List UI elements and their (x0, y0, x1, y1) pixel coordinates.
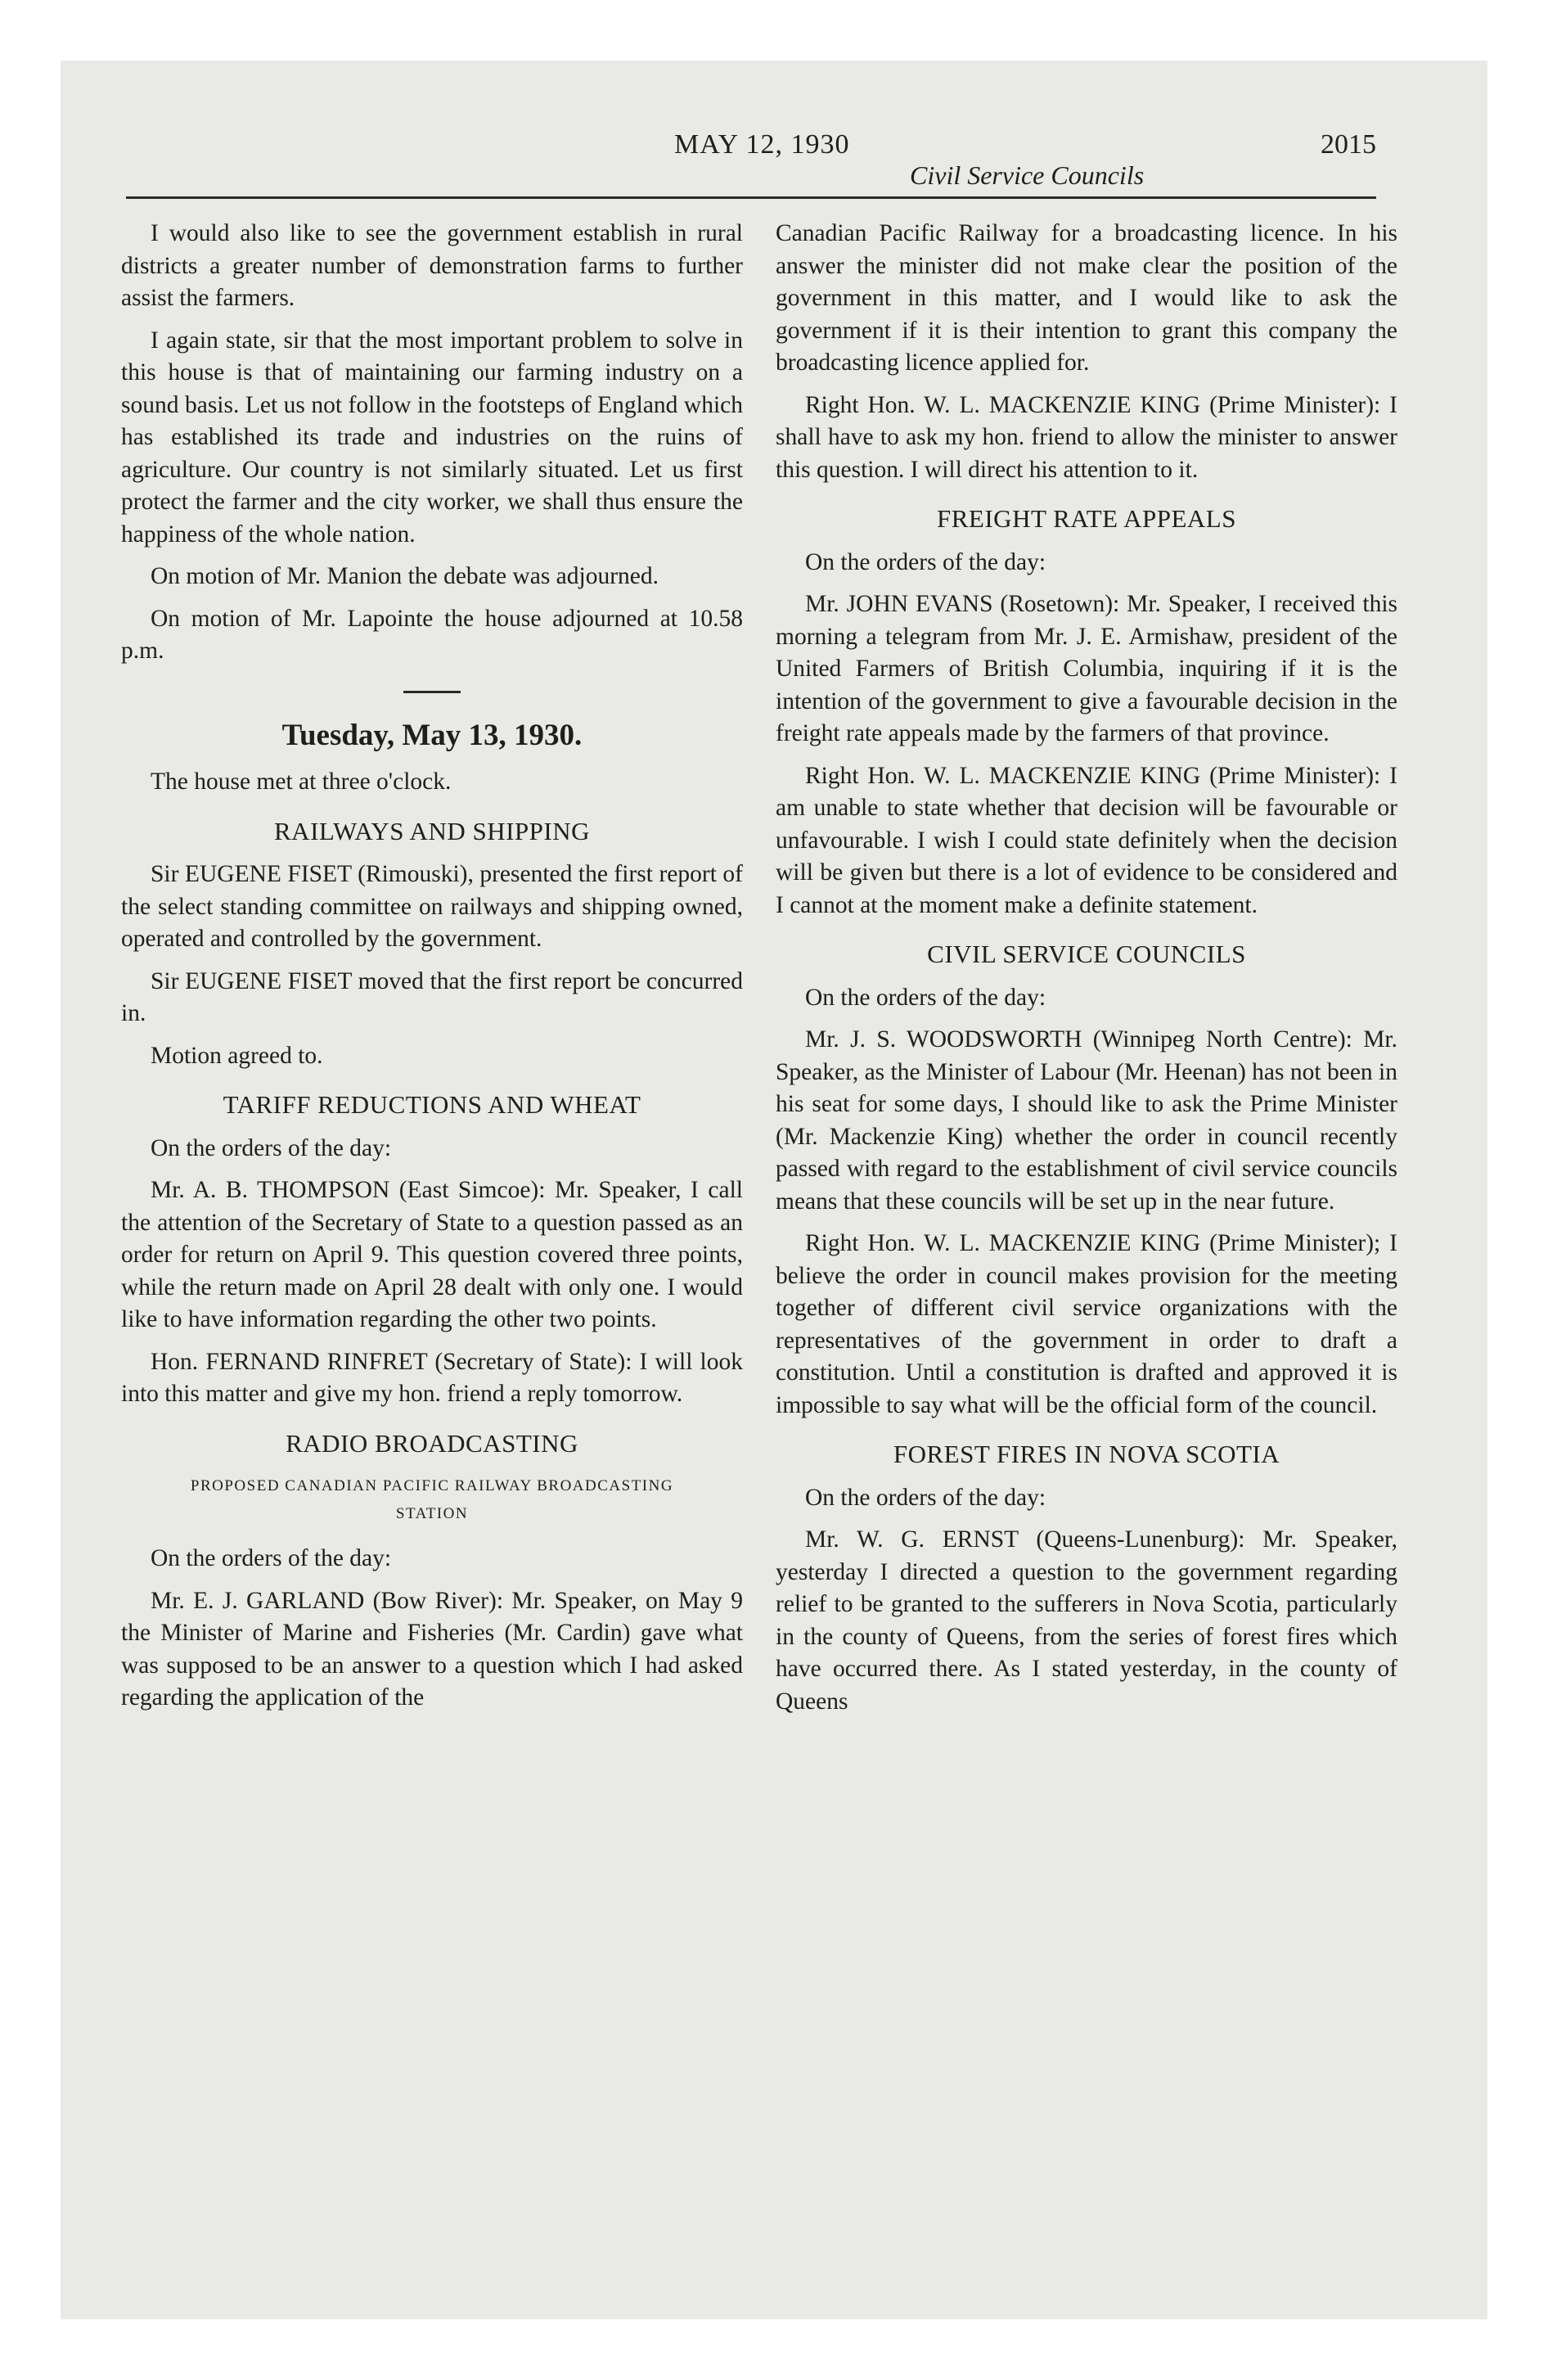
section-heading-tariff: TARIFF REDUCTIONS AND WHEAT (223, 1090, 641, 1119)
paragraph: On the orders of the day: (151, 1545, 392, 1571)
paragraph: On the orders of the day: (805, 548, 1046, 575)
paragraph: Sir EUGENE FISET moved that the first report be concurred in. (121, 967, 743, 1026)
page-number: 2015 (1321, 129, 1376, 160)
paragraph: On motion of Mr. Lapointe the house adjourned at 10.58 p.m. (121, 605, 743, 664)
section-heading-freight: FREIGHT RATE APPEALS (937, 504, 1236, 533)
page-header (126, 124, 1376, 190)
left-column (121, 218, 743, 1724)
paragraph: Motion agreed to. (151, 1042, 323, 1069)
section-subheading-radio: PROPOSED CANADIAN PACIFIC RAILWAY BROADCASTING STATION (190, 1477, 674, 1522)
day-heading: Tuesday, May 13, 1930. (281, 718, 583, 752)
section-divider (403, 691, 461, 693)
paragraph: Right Hon. W. L. MACKENZIE KING (Prime Minister): I shall have to ask my hon. friend to allow the minister to answer this question. I will direct his attention to it. (776, 391, 1397, 483)
section-heading-railways: RAILWAYS AND SHIPPING (274, 816, 590, 845)
paragraph: On the orders of the day: (805, 1484, 1046, 1511)
paragraph: Right Hon. W. L. MACKENZIE KING (Prime Minister); I believe the order in council makes provision for the meeting together of different civil service organizations with the representatives of the government in order to draft a constitution. Until a constitution is drafted and approved it is impossible to say what will be the official form of the council. (776, 1230, 1397, 1418)
paragraph: Mr. E. J. GARLAND (Bow River): Mr. Speaker, on May 9 the Minister of Marine and Fisheries (Mr. Cardin) gave what was supposed to be an answer to a question which I had asked regarding the application of the (121, 1587, 743, 1711)
paragraph: I again state, sir that the most important problem to solve in this house is that of maintaining our farming industry on a sound basis. Let us not follow in the footsteps of England which has established its trade and industries on the ruins of agriculture. Our country is not similarly situated. Let us first protect the farmer and the city worker, we shall thus ensure the happiness of the whole nation. (121, 327, 743, 548)
paragraph: On the orders of the day: (151, 1134, 392, 1161)
paragraph: Mr. J. S. WOODSWORTH (Winnipeg North Centre): Mr. Speaker, as the Minister of Labour (Mr. Heenan) has not been in his seat for some days, I should like to ask the Prime Minister (Mr. Mackenzie King) whether the order in council recently passed with regard to the establishment of civil service councils means that these councils will be set up in the near future. (776, 1026, 1397, 1215)
header-rule (126, 196, 1376, 199)
section-heading-forest-fires: FOREST FIRES IN NOVA SCOTIA (893, 1440, 1280, 1468)
header-date: MAY 12, 1930 (674, 129, 850, 160)
paragraph: On the orders of the day: (805, 984, 1046, 1011)
paragraph: On motion of Mr. Manion the debate was adjourned. (151, 563, 659, 589)
paragraph: I would also like to see the government establish in rural districts a greater number of demonstration farms to further assist the farmers. (121, 220, 743, 311)
paragraph: Right Hon. W. L. MACKENZIE KING (Prime Minister): I am unable to state whether that decision will be favourable or unfavourable. I wish I could state definitely when the decision will be given but there is a lot of evidence to be considered and I cannot at the moment make a definite statement. (776, 762, 1397, 918)
paragraph: Hon. FERNAND RINFRET (Secretary of State): I will look into this matter and give my hon. friend a reply tomorrow. (121, 1348, 743, 1407)
header-section-title: Civil Service Councils (910, 160, 1145, 190)
right-column (776, 218, 1397, 1728)
paragraph: Mr. JOHN EVANS (Rosetown): Mr. Speaker, I received this morning a telegram from Mr. J. E. Armishaw, president of the United Farmers of British Columbia, inquiring if it is the intention of the government to give a favourable decision in the freight rate appeals made by the farmers of that province. (776, 591, 1397, 746)
paragraph: Mr. W. G. ERNST (Queens-Lunenburg): Mr. Speaker, yesterday I directed a question to the government regarding relief to be granted to the sufferers in Nova Scotia, particularly in the county of Queens, from the series of forest fires which have occurred there. As I stated yesterday, in the county of Queens (776, 1526, 1397, 1715)
paragraph: Canadian Pacific Railway for a broadcasting licence. In his answer the minister did not make clear the position of the government in this matter, and I would like to ask the government if it is their intention to grant this company the broadcasting licence applied for. (776, 220, 1397, 376)
section-heading-radio: RADIO BROADCASTING (286, 1428, 578, 1458)
section-heading-civil-service: CIVIL SERVICE COUNCILS (927, 940, 1246, 968)
paragraph: Mr. A. B. THOMPSON (East Simcoe): Mr. Speaker, I call the attention of the Secretary of State to a question passed as an order for return on April 9. This question covered three points, while the return made on April 28 dealt with only one. I would like to have information regarding the other two points. (121, 1177, 743, 1332)
paragraph: The house met at three o'clock. (151, 769, 452, 795)
paragraph: Sir EUGENE FISET (Rimouski), presented the first report of the select standing committee on railways and shipping owned, operated and controlled by the government. (121, 861, 743, 952)
